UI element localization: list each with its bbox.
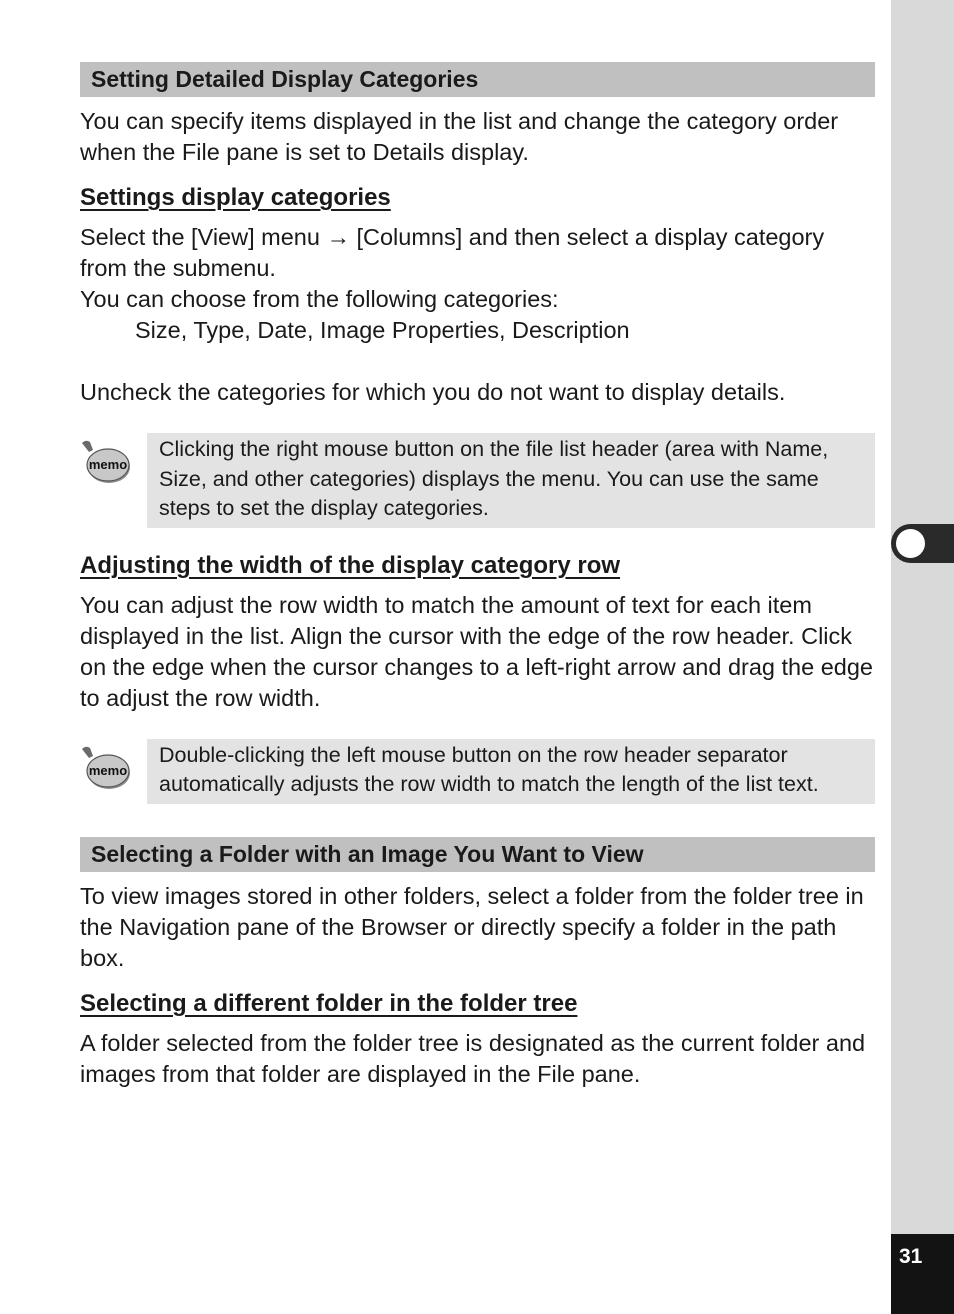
adjust-row-width-text: You can adjust the row width to match the amount of text for each item displayed in the list. Align the cursor with the edge of the row header. Click on the edge when the cursor changes to a left-right arrow and drag the edge to adjust the row width. bbox=[80, 591, 873, 711]
memo-note bbox=[80, 739, 875, 804]
memo-icon-label: memo bbox=[88, 762, 128, 778]
memo-text: Clicking the right mouse button on the file list header (area with Name, Size, and other categories) displays the menu. You can use the same steps to set the display categories. bbox=[147, 433, 875, 528]
subheading-folder-tree: Selecting a different folder in the folder tree bbox=[80, 989, 578, 1017]
memo-text: Double-clicking the left mouse button on the row header separator automatically adjusts the row width to match the length of the list text. bbox=[147, 739, 875, 804]
side-strip bbox=[891, 0, 954, 1314]
folder-tree-text: A folder selected from the folder tree is designated as the current folder and images from that folder are displayed in the File pane. bbox=[80, 1029, 866, 1087]
section-title-select-folder: Selecting a Folder with an Image You Want to View bbox=[80, 837, 875, 872]
instruction-uncheck-categories: Uncheck the categories for which you do not want to display details. bbox=[80, 379, 786, 405]
page-content bbox=[80, 62, 875, 1090]
instruction-view-columns: Select the [View] menu → [Columns] and then select a display category from the submenu. bbox=[80, 224, 825, 281]
memo-icon bbox=[80, 745, 132, 791]
subheading-settings-display-categories: Settings display categories bbox=[80, 184, 391, 211]
chapter-tab bbox=[891, 524, 954, 563]
section-title-detailed-display-categories: Setting Detailed Display Categories bbox=[80, 62, 875, 97]
memo-icon bbox=[80, 439, 132, 485]
instruction-choose-categories: You can choose from the following categories: bbox=[80, 286, 559, 312]
section-intro: To view images stored in other folders, select a folder from the folder tree in the Navigation pane of the Browser or directly specify a folder in the path box. bbox=[80, 882, 864, 971]
memo-note bbox=[80, 433, 875, 528]
subheading-adjust-row-width: Adjusting the width of the display category row bbox=[80, 551, 621, 579]
section-intro: You can specify items displayed in the list and change the category order when the File pane is set to Details display. bbox=[80, 108, 839, 165]
memo-icon-label: memo bbox=[88, 457, 128, 472]
page-number: 31 bbox=[899, 1245, 923, 1268]
chapter-tab-dot bbox=[896, 529, 925, 558]
category-list: Size, Type, Date, Image Properties, Description bbox=[135, 317, 630, 343]
page-number-box bbox=[891, 1234, 954, 1314]
